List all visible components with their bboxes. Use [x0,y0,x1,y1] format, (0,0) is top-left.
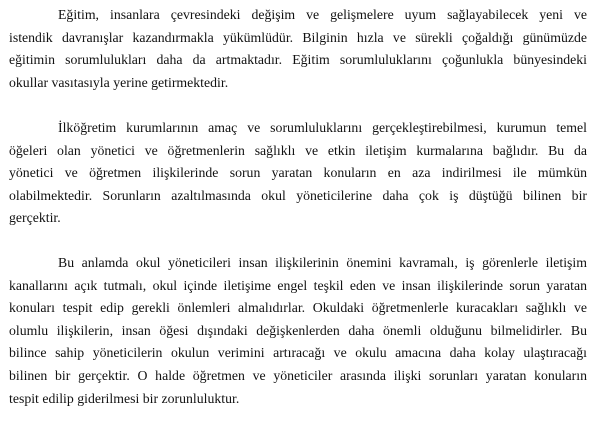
text-line: öğeleri olan yönetici ve öğretmenlerin sağlıklı ve etkin iletişim kurmalarına bağlıdır. Bu da [9,142,587,158]
text-line: olumlu ilişkilerin, insan öğesi dışındaki değişkenlerden daha önemli olduğunu bilmelidirler. Bu [9,322,587,338]
text-line: istendik davranışlar kazandırmakla yükümlüdür. Bilginin hızla ve sürekli çoğaldığı günümüzde [9,29,587,45]
paragraph-2 [9,117,587,230]
text-line: bilince sahip yöneticilerin okulun verimini artıracağı ve okulu amacına daha kolay ulaştıracağı [9,345,587,361]
text-line: Bu anlamda okul yöneticileri insan ilişkilerinin önemini kavramalı, iş görenlerle iletişim [58,255,587,270]
text-line: gerçektir. [9,210,61,226]
text-line: okullar vasıtasıyla yerine getirmektedir. [9,74,229,90]
text-line: kanallarını açık tutmalı, okul içinde iletişime engel teşkil eden ve insan ilişkilerinde sorun yaratan [9,277,587,293]
text-line: olabilmektedir. Sorunların azaltılmasında okul yöneticilerine daha çok iş düştüğü bilinen bir [9,187,587,203]
text-line: tespit edilip giderilmesi bir zorunluluktur. [9,390,240,406]
text-line: Eğitim, insanlara çevresindeki değişim ve gelişmelere uyum sağlayabilecek yeni ve [58,7,587,22]
text-line: bilinen bir gerçektir. O halde öğretmen ve yöneticiler arasında ilişki sorunları yaratan konuların [9,367,587,383]
text-line: yönetici ve öğretmen ilişkilerinde sorun yaratan konuların en aza indirilmesi ile mümkün [9,165,587,181]
paragraph-1 [9,4,587,94]
text-line: İlköğretim kurumlarının amaç ve sorumluluklarını gerçekleştirebilmesi, kurumun temel [58,120,587,135]
document-page [9,0,587,429]
paragraph-3 [9,252,587,410]
text-line: eğitimin sorumlulukları daha da artmaktadır. Eğitim sorumluluklarını çoğunlukla bünyesindeki [9,52,587,68]
text-line: konuları tespit edip gerekli önlemleri almalıdırlar. Okuldaki öğretmenlerle kuracakları sağlıklı ve [9,300,587,316]
